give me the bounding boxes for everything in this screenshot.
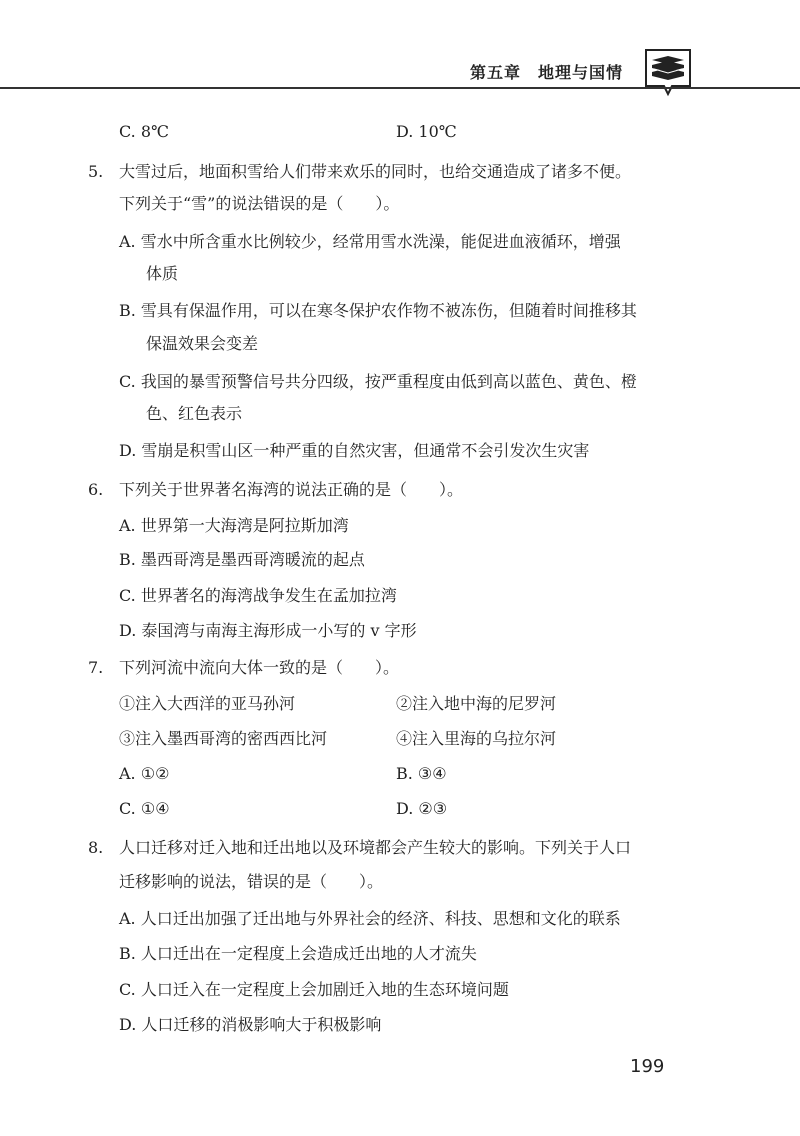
q7-item-3: ③注入墨西哥湾的密西西比河 bbox=[119, 729, 328, 748]
q5-option-c-line1: C. 我国的暴雪预警信号共分四级，按严重程度由低到高以蓝色、黄色、橙 bbox=[119, 372, 637, 391]
q6-option-d: D. 泰国湾与南海主海形成一小写的 v 字形 bbox=[119, 621, 417, 640]
q7-item-4: ④注入里海的乌拉尔河 bbox=[396, 729, 557, 748]
q6-option-a: A. 世界第一大海湾是阿拉斯加湾 bbox=[119, 516, 349, 535]
chapter-title: 第五章 地理与国情 bbox=[470, 63, 624, 82]
q8-option-c: C. 人口迁入在一定程度上会加剧迁入地的生态环境问题 bbox=[119, 980, 509, 999]
q8-stem-line1: 人口迁移对迁入地和迁出地以及环境都会产生较大的影响。下列关于人口 bbox=[119, 838, 632, 857]
q4-option-d: D. 10℃ bbox=[396, 122, 457, 141]
q6-option-b: B. 墨西哥湾是墨西哥湾暖流的起点 bbox=[119, 550, 365, 569]
q7-number: 7. bbox=[88, 658, 104, 677]
q5-stem-line1: 大雪过后，地面积雪给人们带来欢乐的同时，也给交通造成了诸多不便。 bbox=[119, 162, 632, 181]
q8-option-b: B. 人口迁出在一定程度上会造成迁出地的人才流失 bbox=[119, 944, 477, 963]
q5-option-c-line2: 色、红色表示 bbox=[146, 404, 243, 423]
q8-option-d: D. 人口迁移的消极影响大于积极影响 bbox=[119, 1015, 382, 1034]
q5-option-b-line1: B. 雪具有保温作用，可以在寒冬保护农作物不被冻伤，但随着时间推移其 bbox=[119, 301, 637, 320]
q7-option-b: B. ③④ bbox=[396, 764, 447, 783]
q5-option-b-line2: 保温效果会变差 bbox=[146, 334, 259, 353]
q7-option-c: C. ①④ bbox=[119, 799, 170, 818]
q7-option-d: D. ②③ bbox=[396, 799, 448, 818]
page-number: 199 bbox=[630, 1056, 665, 1077]
q5-option-d: D. 雪崩是积雪山区一种严重的自然灾害，但通常不会引发次生灾害 bbox=[119, 441, 590, 460]
q5-option-a-line2: 体质 bbox=[146, 264, 179, 283]
q6-number: 6. bbox=[88, 480, 104, 499]
q8-option-a: A. 人口迁出加强了迁出地与外界社会的经济、科技、思想和文化的联系 bbox=[119, 909, 621, 928]
q5-number: 5. bbox=[88, 162, 104, 181]
q8-number: 8. bbox=[88, 838, 104, 857]
q7-item-1: ①注入大西洋的亚马孙河 bbox=[119, 694, 296, 713]
q5-stem-line2: 下列关于“雪”的说法错误的是（ ）。 bbox=[119, 194, 400, 213]
q7-item-2: ②注入地中海的尼罗河 bbox=[396, 694, 557, 713]
q7-option-a: A. ①② bbox=[119, 764, 170, 783]
q5-option-a-line1: A. 雪水中所含重水比例较少，经常用雪水洗澡，能促进血液循环，增强 bbox=[119, 232, 621, 251]
q4-option-c: C. 8℃ bbox=[119, 122, 169, 141]
q8-stem-line2: 迁移影响的说法，错误的是（ ）。 bbox=[119, 872, 384, 891]
q6-option-c: C. 世界著名的海湾战争发生在孟加拉湾 bbox=[119, 586, 397, 605]
q6-stem: 下列关于世界著名海湾的说法正确的是（ ）。 bbox=[119, 480, 464, 499]
q7-stem: 下列河流中流向大体一致的是（ ）。 bbox=[119, 658, 400, 677]
